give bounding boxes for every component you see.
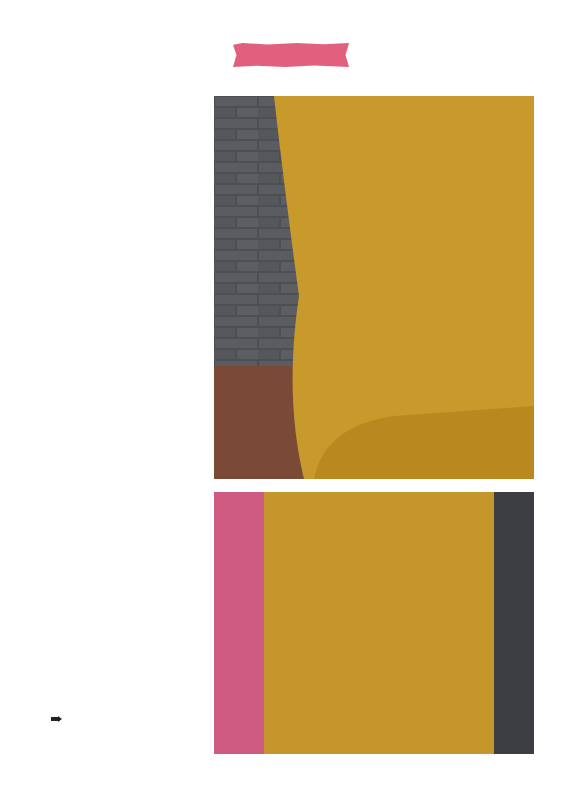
cushions-section xyxy=(47,296,207,298)
instruction-line xyxy=(47,715,207,725)
rect-cushion-section xyxy=(47,715,207,725)
collection-banner xyxy=(233,43,349,67)
round-cushion-photo xyxy=(214,492,534,754)
continue-arrow-icon xyxy=(51,715,62,725)
rectangular-cushion-photo xyxy=(214,96,534,479)
